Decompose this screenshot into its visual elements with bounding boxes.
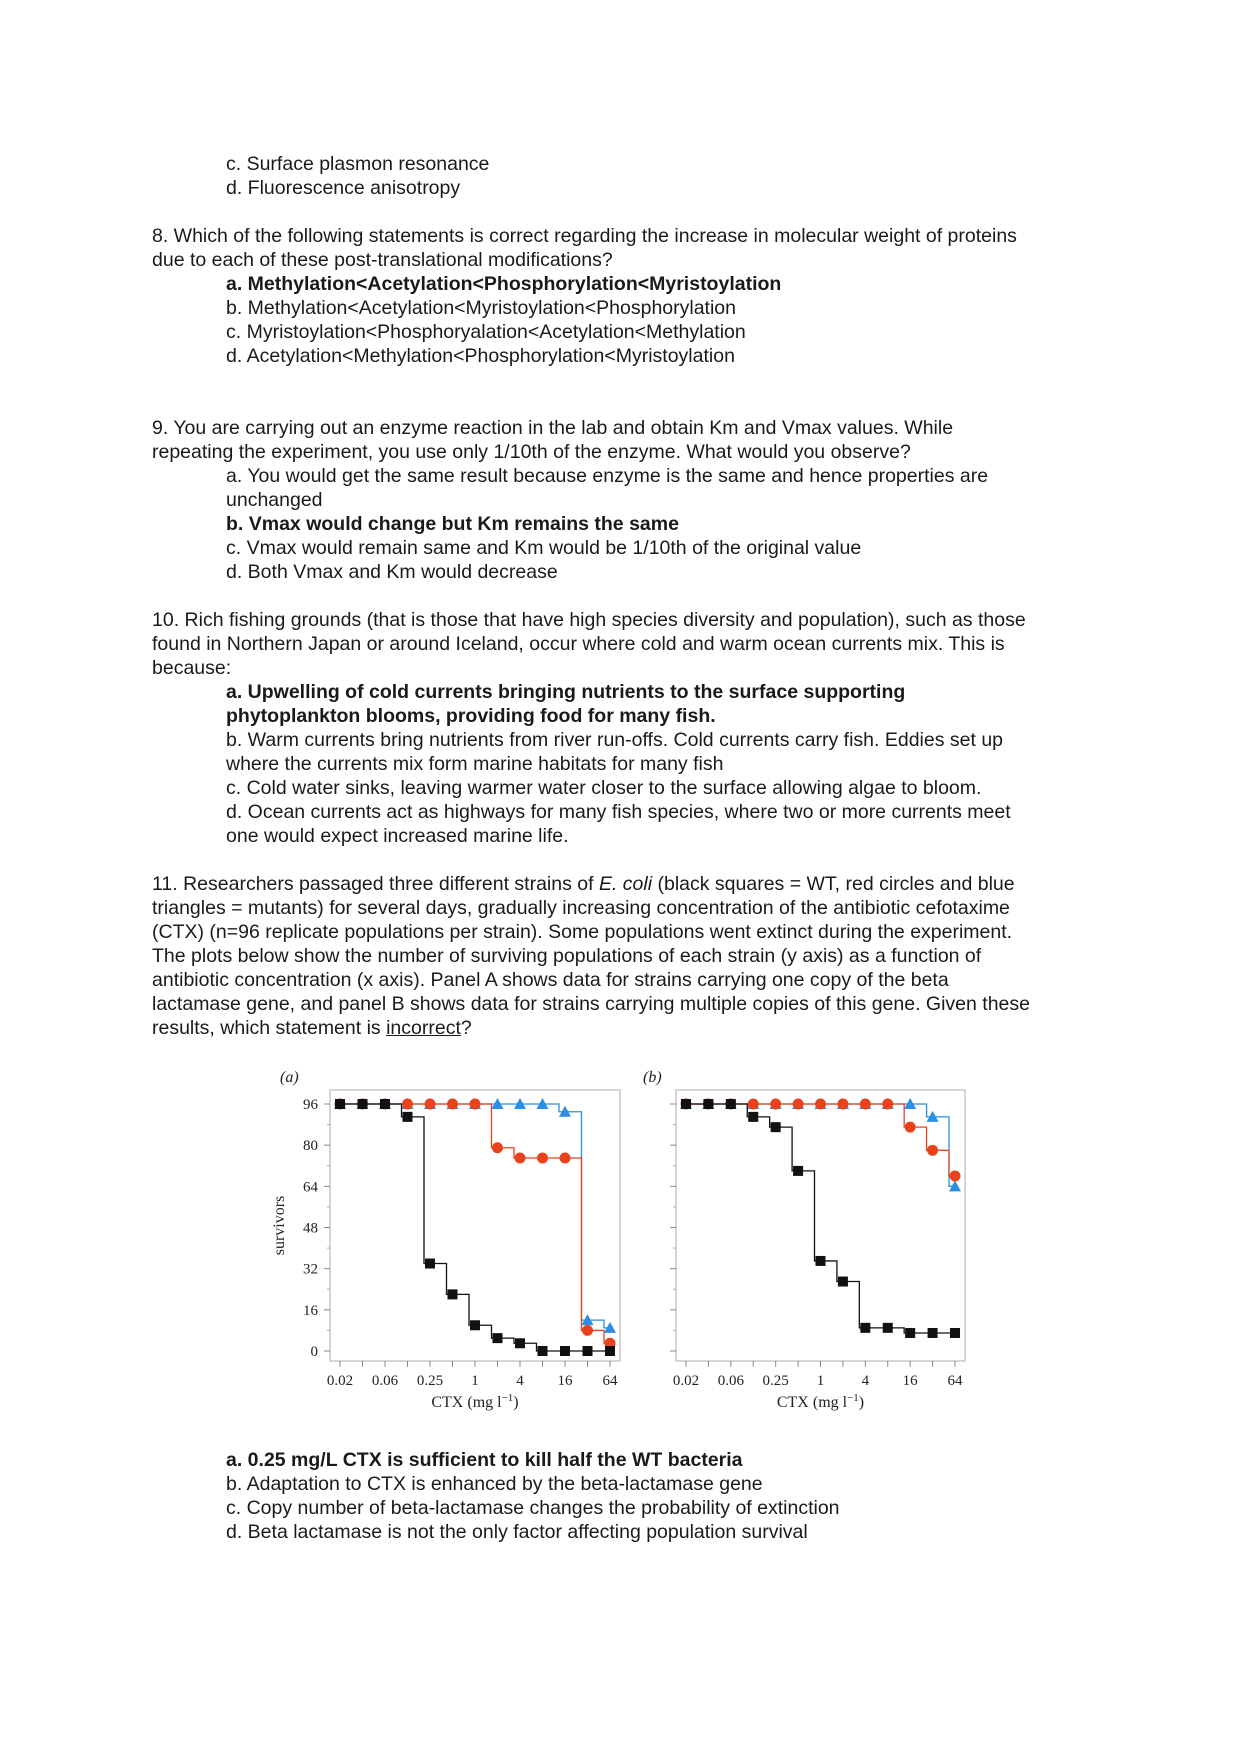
q11-option-c: c. Copy number of beta-lactamase changes the probability of extinction bbox=[226, 1497, 840, 1519]
y-tick-label: 80 bbox=[303, 1138, 318, 1155]
q11-text-part: (black squares = WT, red circles and blue bbox=[652, 873, 1015, 895]
q9-text-line: 9. You are carrying out an enzyme reaction in the lab and obtain Km and Vmax values. While bbox=[152, 417, 954, 439]
data-point-square bbox=[793, 1166, 803, 1176]
data-point-circle bbox=[770, 1099, 781, 1110]
x-axis-label-superscript: −1 bbox=[501, 1392, 514, 1404]
q11-text-part: results, which statement is bbox=[152, 1017, 387, 1039]
q11-organism: E. coli bbox=[598, 873, 653, 895]
series-line bbox=[686, 1104, 955, 1176]
x-tick-label: 64 bbox=[947, 1373, 963, 1389]
data-point-circle bbox=[515, 1153, 526, 1164]
q9-option-d: d. Both Vmax and Km would decrease bbox=[226, 561, 558, 583]
q11-text-line: The plots below show the number of surviving populations of each strain (y axis) as a function of bbox=[152, 945, 982, 967]
q8-option-a-correct: a. Methylation<Acetylation<Phosphorylation<Myristoylation bbox=[226, 273, 782, 295]
y-tick-label: 64 bbox=[303, 1179, 318, 1196]
q11-text-line: lactamase gene, and panel B shows data for strains carrying multiple copies of this gene. Given these bbox=[152, 993, 1030, 1015]
data-point-circle bbox=[815, 1099, 826, 1110]
data-point-square bbox=[703, 1099, 713, 1109]
q10-option-a-correct: a. Upwelling of cold currents bringing nutrients to the surface supporting bbox=[226, 681, 906, 703]
q10-option-c: c. Cold water sinks, leaving warmer water closer to the surface allowing algae to bloom. bbox=[226, 777, 982, 799]
y-tick-label: 96 bbox=[303, 1097, 318, 1113]
x-tick-label: 0.02 bbox=[326, 1373, 354, 1389]
x-tick-label: 16 bbox=[557, 1373, 573, 1389]
data-point-circle bbox=[927, 1145, 938, 1156]
data-point-square bbox=[605, 1346, 615, 1356]
q11-option-d: d. Beta lactamase is not the only factor affecting population survival bbox=[226, 1521, 808, 1543]
x-axis-label-text: ) bbox=[858, 1394, 865, 1411]
q10-option-d: d. Ocean currents act as highways for many fish species, where two or more currents meet bbox=[226, 801, 1011, 823]
x-tick-label: 16 bbox=[902, 1373, 918, 1389]
data-point-square bbox=[448, 1289, 458, 1299]
x-tick-label: 0.06 bbox=[371, 1373, 399, 1389]
q9-option-a-cont: unchanged bbox=[226, 489, 323, 511]
q8-option-c: c. Myristoylation<Phosphoryalation<Acetylation<Methylation bbox=[226, 321, 746, 343]
data-point-circle bbox=[950, 1171, 961, 1182]
q9-option-c: c. Vmax would remain same and Km would be 1/10th of the original value bbox=[226, 537, 862, 559]
data-point-square bbox=[425, 1259, 435, 1269]
y-axis-label: survivors bbox=[271, 1195, 288, 1256]
y-tick-label: 16 bbox=[303, 1302, 318, 1319]
y-tick-label: 32 bbox=[303, 1261, 318, 1278]
q11-option-b: b. Adaptation to CTX is enhanced by the beta-lactamase gene bbox=[226, 1473, 763, 1495]
data-point-circle bbox=[470, 1099, 481, 1110]
data-point-square bbox=[681, 1099, 691, 1109]
data-point-square bbox=[335, 1099, 345, 1109]
data-point-circle bbox=[537, 1153, 548, 1164]
panel-label: (b) bbox=[643, 1069, 662, 1086]
data-point-square bbox=[358, 1099, 368, 1109]
data-point-circle bbox=[582, 1325, 593, 1336]
q11-text-line: triangles = mutants) for several days, gradually increasing concentration of the antibiotic cefotaxime bbox=[152, 897, 1010, 919]
series-line bbox=[340, 1104, 610, 1351]
q11-underlined-word: incorrect bbox=[386, 1017, 461, 1039]
data-point-circle bbox=[837, 1099, 848, 1110]
prev-option-c: c. Surface plasmon resonance bbox=[226, 153, 490, 175]
series-line bbox=[686, 1104, 955, 1186]
q9-option-a: a. You would get the same result because enzyme is the same and hence properties are bbox=[226, 465, 989, 487]
q8-option-d: d. Acetylation<Methylation<Phosphorylation<Myristoylation bbox=[226, 345, 735, 367]
x-axis-label-text: CTX (mg l bbox=[431, 1394, 502, 1411]
data-point-square bbox=[905, 1328, 915, 1338]
data-point-square bbox=[748, 1112, 758, 1122]
panel-label: (a) bbox=[280, 1069, 299, 1086]
plot-frame bbox=[676, 1090, 965, 1361]
x-axis-label-text: ) bbox=[513, 1394, 519, 1411]
q9-option-b-correct: b. Vmax would change but Km remains the same bbox=[226, 513, 679, 535]
q11-text-line: (CTX) (n=96 replicate populations per strain). Some populations went extinct during the experiment. bbox=[152, 921, 1013, 943]
data-point-square bbox=[380, 1099, 390, 1109]
data-point-square bbox=[538, 1346, 548, 1356]
series-line bbox=[686, 1104, 955, 1333]
x-axis-label bbox=[777, 1392, 864, 1411]
data-point-square bbox=[816, 1256, 826, 1266]
x-tick-label: 0.06 bbox=[717, 1373, 744, 1389]
data-point-square bbox=[403, 1112, 413, 1122]
x-axis-label bbox=[431, 1392, 518, 1411]
data-point-square bbox=[883, 1323, 893, 1333]
data-point-circle bbox=[905, 1122, 916, 1133]
y-tick-label: 48 bbox=[303, 1220, 318, 1237]
data-point-square bbox=[583, 1346, 593, 1356]
q11-option-a-correct: a. 0.25 mg/L CTX is sufficient to kill half the WT bacteria bbox=[226, 1449, 743, 1471]
data-point-square bbox=[726, 1099, 736, 1109]
data-point-square bbox=[838, 1277, 848, 1287]
prev-option-d: d. Fluorescence anisotropy bbox=[226, 177, 461, 199]
data-point-circle bbox=[492, 1142, 503, 1153]
data-point-square bbox=[493, 1333, 503, 1343]
x-tick-label: 0.02 bbox=[672, 1373, 700, 1389]
data-point-circle bbox=[425, 1099, 436, 1110]
series-line bbox=[340, 1104, 610, 1343]
data-point-circle bbox=[560, 1153, 571, 1164]
q11-text-line: antibiotic concentration (x axis). Panel A shows data for strains carrying one copy of the beta bbox=[152, 969, 949, 991]
data-point-circle bbox=[748, 1099, 759, 1110]
q10-option-b-cont: where the currents mix form marine habitats for many fish bbox=[226, 753, 724, 775]
data-point-circle bbox=[793, 1099, 804, 1110]
data-point-circle bbox=[860, 1099, 871, 1110]
x-tick-label: 4 bbox=[516, 1373, 524, 1389]
q10-text-line: 10. Rich fishing grounds (that is those that have high species diversity and population), such as those bbox=[152, 609, 1026, 631]
q8-text-line: 8. Which of the following statements is correct regarding the increase in molecular weight of proteins bbox=[152, 225, 1017, 247]
data-point-square bbox=[515, 1338, 525, 1348]
data-point-circle bbox=[882, 1099, 893, 1110]
data-point-circle bbox=[402, 1099, 413, 1110]
q9-text-line: repeating the experiment, you use only 1/10th of the enzyme. What would you observe? bbox=[152, 441, 911, 463]
x-tick-label: 0.25 bbox=[762, 1373, 789, 1389]
series-line bbox=[340, 1104, 610, 1328]
q10-option-b: b. Warm currents bring nutrients from river run-offs. Cold currents carry fish. Eddies set up bbox=[226, 729, 1004, 751]
x-tick-label: 0.25 bbox=[416, 1373, 444, 1389]
data-point-square bbox=[950, 1328, 960, 1338]
q11-text-part: ? bbox=[460, 1017, 472, 1039]
x-tick-label: 1 bbox=[816, 1373, 825, 1389]
y-tick-label: 0 bbox=[310, 1344, 318, 1360]
q10-option-a-cont: phytoplankton blooms, providing food for many fish. bbox=[226, 705, 716, 727]
q11-text-part: 11. Researchers passaged three different strains of bbox=[152, 873, 599, 895]
x-axis-label-superscript: −1 bbox=[847, 1392, 859, 1404]
x-tick-label: 64 bbox=[602, 1373, 618, 1389]
data-point-square bbox=[928, 1328, 938, 1338]
q10-text-line: because: bbox=[152, 657, 232, 679]
q10-option-d-cont: one would expect increased marine life. bbox=[226, 825, 569, 847]
data-point-square bbox=[470, 1320, 480, 1330]
data-point-square bbox=[860, 1323, 870, 1333]
q8-text-line: due to each of these post-translational modifications? bbox=[152, 249, 613, 271]
q8-option-b: b. Methylation<Acetylation<Myristoylation<Phosphorylation bbox=[226, 297, 736, 319]
data-point-square bbox=[771, 1122, 781, 1132]
q10-text-line: found in Northern Japan or around Iceland, occur where cold and warm ocean currents mix. This is bbox=[152, 633, 1005, 655]
x-tick-label: 1 bbox=[471, 1373, 479, 1389]
x-axis-label-text: CTX (mg l bbox=[776, 1394, 848, 1411]
data-point-square bbox=[560, 1346, 570, 1356]
x-tick-label: 4 bbox=[861, 1373, 870, 1389]
data-point-circle bbox=[447, 1099, 458, 1110]
